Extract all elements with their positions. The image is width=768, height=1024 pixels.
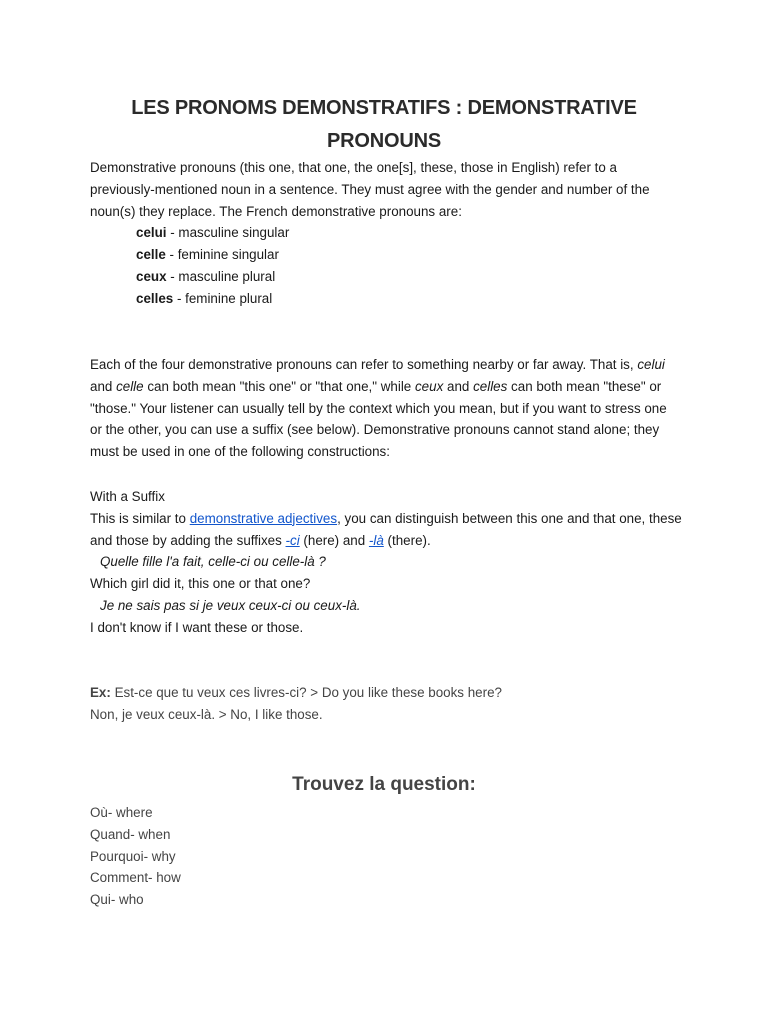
pronoun-word: celles — [136, 290, 174, 306]
question-word-list — [90, 802, 690, 911]
suffix-la-text: -là — [368, 532, 384, 548]
pronoun-desc: - feminine singular — [165, 247, 279, 263]
text-run: can both mean "this one" or "that one," while — [143, 378, 415, 394]
demonstrative-adjectives-link[interactable]: demonstrative adjectives — [189, 510, 338, 526]
example-french-1 — [90, 551, 682, 573]
text-run: (here) and — [299, 532, 369, 548]
french-sentence: Quelle fille l'a fait, celle-ci ou celle-là ? — [100, 554, 326, 570]
pronoun-item-celles — [136, 288, 682, 310]
intro-paragraph: Demonstrative pronouns (this one, that one, the one[s], these, those in English) refer to a previously-mentioned noun in a sentence. They must agree with the gender and number of the noun(s) they replace. The French demonstrative pronouns are: — [90, 160, 650, 219]
section-title: Trouvez la question: — [292, 774, 476, 795]
text-run: (there). — [383, 532, 431, 548]
list-item: Qui- who — [90, 892, 144, 908]
list-item: Quand- when — [90, 826, 171, 842]
suffix-section — [90, 486, 682, 639]
list-item: Comment- how — [90, 870, 181, 886]
example-label: Ex: — [90, 685, 111, 700]
pronoun-item-celle — [136, 244, 682, 266]
suffix-ci-link[interactable] — [286, 533, 300, 548]
suffix-ci-text: -ci — [285, 532, 300, 548]
term-ceux: ceux — [414, 378, 444, 394]
term-celui: celui — [637, 357, 665, 372]
intro-section — [90, 157, 682, 310]
usage-paragraph — [90, 354, 682, 463]
example-english-2: I don't know if I want these or those. — [90, 619, 304, 635]
example-text: Est-ce que tu veux ces livres-ci? > Do you like these books here? — [110, 685, 502, 700]
suffix-paragraph — [90, 508, 682, 552]
suffix-heading: With a Suffix — [90, 489, 165, 504]
term-celle: celle — [116, 378, 144, 394]
page-title: LES PRONOMS DEMONSTRATIFS : DEMONSTRATIVE PRONOUNS — [131, 97, 637, 152]
pronoun-desc: - masculine singular — [166, 225, 290, 241]
text-run: , you can distinguish between this one and that one, these and those by adding the suffixes — [90, 510, 682, 548]
pronoun-desc: - masculine plural — [166, 268, 276, 284]
pronoun-word: celui — [136, 225, 167, 241]
french-sentence: Je ne sais pas si je veux ceux-ci ou ceux-là. — [100, 597, 361, 613]
term-celles: celles — [473, 378, 508, 394]
text-run: Each of the four demonstrative pronouns can refer to something nearby or far away. That is, — [90, 357, 638, 372]
text-run: and — [90, 378, 117, 394]
pronoun-item-ceux — [136, 266, 682, 288]
example-section — [90, 682, 690, 726]
example-line-2: Non, je veux ceux-là. > No, I like those. — [90, 706, 323, 722]
example-line-1 — [90, 682, 690, 704]
text-run: can both mean "these" or "those." Your listener can usually tell by the context which you mean, but if you want to stress one or the other, you can use a suffix (see below). Demonstrative pronouns cannot stand alone; they must be used in one of the following constructions: — [90, 378, 667, 460]
text-run: This is similar to — [90, 510, 190, 526]
pronoun-desc: - feminine plural — [173, 290, 273, 306]
pronoun-item-celui — [136, 222, 682, 244]
example-french-2 — [90, 595, 682, 617]
list-item: Pourquoi- why — [90, 848, 176, 864]
pronoun-list — [90, 222, 682, 309]
pronoun-word: celle — [136, 247, 166, 263]
text-run: and — [443, 378, 474, 394]
example-english-1: Which girl did it, this one or that one? — [90, 576, 311, 592]
pronoun-word: ceux — [136, 268, 167, 284]
suffix-la-link[interactable] — [369, 533, 384, 548]
list-item: Où- where — [90, 805, 153, 820]
